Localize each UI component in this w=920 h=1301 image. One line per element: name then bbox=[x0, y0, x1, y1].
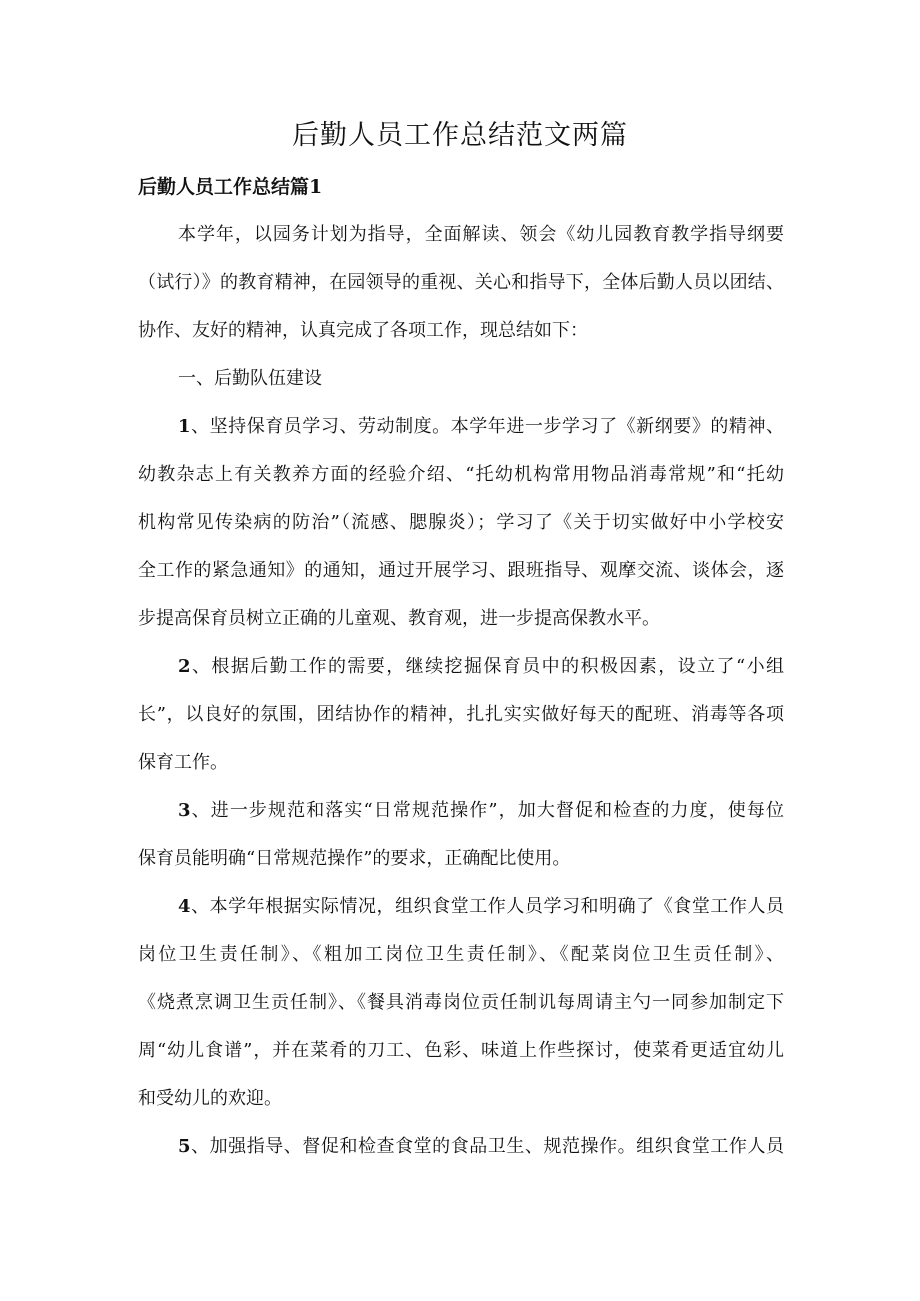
item-line bbox=[138, 1123, 784, 1171]
item-line: 幼教杂志上有关教养方面的经验介绍、“托幼机构常用物品消毒常规”和“托幼 bbox=[138, 464, 784, 485]
item-line-text: 、进一步规范和落实“日常规范操作”，加大督促和检查的力度，使每位 bbox=[190, 800, 784, 821]
item-line: 保育员能明确“日常规范操作”的要求，正确配比使用。 bbox=[138, 848, 571, 869]
document-body bbox=[138, 211, 784, 1171]
item-paragraph-5 bbox=[138, 1123, 784, 1171]
intro-line: （试行）》的教育精神，在园领导的重视、关心和指导下，全体后勤人员以团结、 bbox=[138, 272, 784, 293]
item-line bbox=[138, 787, 784, 835]
item-number: 1 bbox=[178, 416, 191, 437]
subheading-paragraph bbox=[138, 355, 784, 403]
item-line-text: 、加强指导、督促和检查食堂的食品卫生、规范操作。组织食堂工作人员 bbox=[190, 1136, 784, 1157]
item-line: 岗位卫生责任制》、《粗加工岗位卫生责任制》、《配菜岗位卫生贡任制》、 bbox=[138, 944, 784, 965]
item-line: 周“幼儿食谱”，并在菜肴的刀工、色彩、味道上作些探讨，使菜肴更适宜幼儿 bbox=[138, 1040, 784, 1061]
item-line: 步提高保育员树立正确的儿童观、教育观，进一步提高保教水平。 bbox=[138, 608, 660, 629]
subheading-team-building: 一、后勤队伍建设 bbox=[178, 368, 322, 389]
item-paragraph-4 bbox=[138, 883, 784, 1123]
item-number: 4 bbox=[178, 896, 191, 917]
intro-line: 协作、友好的精神，认真完成了各项工作，现总结如下： bbox=[138, 320, 588, 341]
item-number: 5 bbox=[178, 1136, 191, 1157]
item-line bbox=[138, 403, 784, 451]
item-line: 保育工作。 bbox=[138, 752, 228, 773]
item-line: 全工作的紧急通知》的通知，通过开展学习、跟班指导、观摩交流、谈体会，逐 bbox=[138, 560, 784, 581]
item-line: 长”，以良好的氛围，团结协作的精神，扎扎实实做好每天的配班、消毒等各项 bbox=[138, 704, 784, 725]
item-paragraph-2 bbox=[138, 643, 784, 787]
item-number: 3 bbox=[178, 800, 191, 821]
item-line bbox=[138, 643, 784, 691]
item-paragraph-1 bbox=[138, 403, 784, 643]
item-line-text: 、本学年根据实际情况，组织食堂工作人员学习和明确了《食堂工作人员 bbox=[190, 896, 784, 917]
item-line bbox=[138, 883, 784, 931]
item-number: 2 bbox=[178, 656, 191, 677]
item-line: 机构常见传染病的防治”（流感、腮腺炎）；学习了《关于切实做好中小学校安 bbox=[138, 512, 784, 533]
item-line-text: 、坚持保育员学习、劳动制度。本学年进一步学习了《新纲要》的精神、 bbox=[190, 416, 784, 437]
intro-line: 本学年，以园务计划为指导，全面解读、领会《幼儿园教育教学指导纲要 bbox=[178, 224, 784, 245]
intro-paragraph bbox=[138, 211, 784, 355]
document-title: 后勤人员工作总结范文两篇 bbox=[292, 120, 628, 151]
item-line: 和受幼儿的欢迎。 bbox=[138, 1088, 282, 1109]
item-paragraph-3 bbox=[138, 787, 784, 883]
section-heading: 后勤人员工作总结篇1 bbox=[138, 176, 323, 198]
item-line-text: 、根据后勤工作的需要，继续挖掘保育员中的积极因素，设立了“小组 bbox=[190, 656, 784, 677]
item-line: 《烧煮烹调卫生贡任制》、《餐具消毒岗位贡任制讥每周请主勺一同参加制定下 bbox=[138, 992, 784, 1013]
